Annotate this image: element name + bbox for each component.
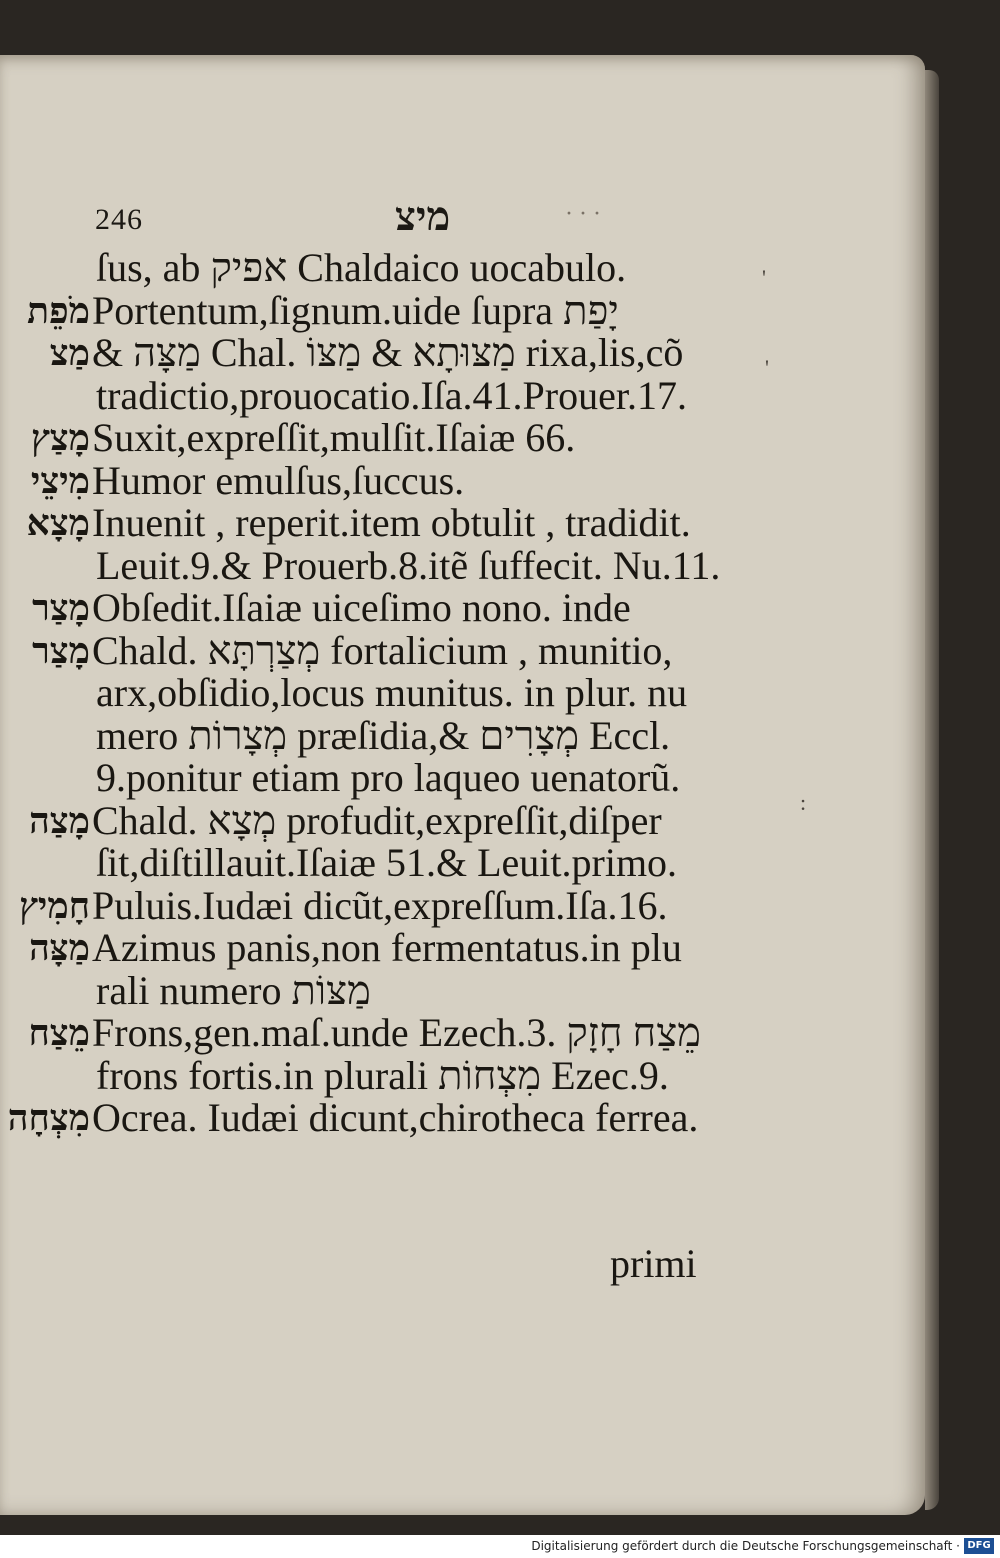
definition-text: rali numero מַצּוֹת	[96, 967, 371, 1013]
definition-text: 9.ponitur etiam pro laqueo uenatorũ.	[96, 755, 681, 800]
page-number: 246	[95, 203, 143, 236]
definition-text: ſit,diſtillauit.Iſaiæ 51.& Leuit.primo.	[96, 840, 678, 885]
dictionary-line	[0, 502, 720, 545]
dictionary-line	[0, 757, 720, 800]
dictionary-line	[0, 332, 720, 375]
definition-text: Chald. מְצָא profudit,expreſſit,diſper	[92, 797, 662, 843]
headword-hebrew: מִיצֵי	[30, 459, 90, 502]
dictionary-line	[0, 1052, 720, 1098]
definition-text: Leuit.9.& Prouerb.8.itẽ ſuffecit. Nu.11.	[96, 542, 721, 588]
definition-text: Ocrea. Iudæi dicunt,chirotheca ferrea.	[92, 1095, 699, 1140]
definition-text: Chald. מְצַרְתָּא fortalicium , munitio,	[92, 627, 673, 673]
book-page	[0, 55, 925, 1515]
headword-hebrew: מַצ	[49, 332, 90, 374]
definition-text: ſus, ab אפיק Chaldaico uocabulo.	[96, 245, 627, 290]
headword-hebrew: מָצַר	[32, 587, 90, 629]
headword-hebrew: חָמִיץ	[19, 884, 90, 927]
dictionary-line	[0, 842, 720, 885]
definition-text: & מַצָּה Chal. מַצּוּתָא & מַצּוֹ rixa,lis,cõ	[92, 330, 684, 375]
margin-mark: '	[765, 355, 769, 380]
dictionary-line	[0, 247, 720, 290]
dictionary-line	[0, 417, 720, 460]
definition-text: Obſedit.Iſaiæ uiceſimo nono. inde	[92, 585, 631, 630]
dictionary-line	[0, 967, 720, 1013]
dictionary-line	[0, 882, 720, 928]
definition-text: frons fortis.in plurali מִצְחוֹת Ezec.9.	[96, 1052, 669, 1098]
dictionary-line	[0, 1012, 720, 1055]
running-head-faint-text: · · ·	[565, 201, 601, 227]
headword-hebrew: מֹפֵת	[27, 289, 90, 332]
headword-hebrew: מָצַה	[29, 799, 90, 842]
definition-text: arx,obſidio,locus munitus. in plur. nu	[96, 670, 688, 715]
dictionary-line	[0, 587, 720, 630]
dictionary-line	[0, 672, 720, 715]
headword-hebrew: מָצָא	[26, 502, 90, 544]
dictionary-line	[0, 457, 720, 503]
definition-text: mero מְצָרוֹת præſidia,& מְצָרִים Eccl.	[96, 712, 671, 758]
margin-mark: '	[762, 265, 766, 290]
definition-text: Azimus panis,non fermentatus.in plu	[92, 925, 682, 970]
dictionary-text	[0, 247, 720, 1140]
definition-text: Humor emulſus,ſuccus.	[92, 457, 465, 503]
dictionary-line	[0, 542, 721, 588]
dfg-logo: DFG	[964, 1538, 994, 1554]
headword-hebrew: מֵצַח	[28, 1012, 90, 1054]
definition-text: tradictio,prouocatio.Iſa.41.Prouer.17.	[96, 372, 687, 418]
dictionary-line	[0, 1097, 720, 1140]
dictionary-line	[0, 927, 720, 970]
dictionary-line	[0, 712, 720, 758]
page-edge	[925, 70, 939, 1510]
dictionary-line	[0, 287, 720, 333]
dictionary-line	[0, 627, 720, 673]
definition-text: Puluis.Iudæi dicũt,expreſſum.Iſa.16.	[92, 882, 668, 928]
definition-text: Frons,gen.maſ.unde Ezech.3. מֵצַח חָזָק	[92, 1010, 701, 1055]
footer-bar	[0, 1535, 1000, 1558]
catchword: primi	[610, 1241, 697, 1286]
headword-hebrew: מַצָּה	[29, 927, 90, 969]
definition-text: Inuenit , reperit.item obtulit , tradidit.	[92, 500, 691, 545]
headword-hebrew: מָצַץ	[31, 417, 90, 459]
margin-mark: :	[800, 790, 807, 815]
running-head	[95, 193, 695, 243]
footer-credit: Digitalisierung gefördert durch die Deutsche Forschungsgemeinschaft ·	[531, 1539, 960, 1553]
definition-text: Suxit,expreſſit,mulſit.Iſaiæ 66.	[92, 415, 576, 460]
dictionary-line	[0, 372, 720, 418]
headword-hebrew: מָצַר	[32, 629, 90, 672]
definition-text: Portentum,ſignum.uide ſupra יָפַת	[92, 287, 619, 333]
headword-hebrew: מִצְחָה	[7, 1097, 90, 1139]
dictionary-line	[0, 797, 720, 843]
running-head-hebrew: מיצ	[395, 194, 451, 239]
